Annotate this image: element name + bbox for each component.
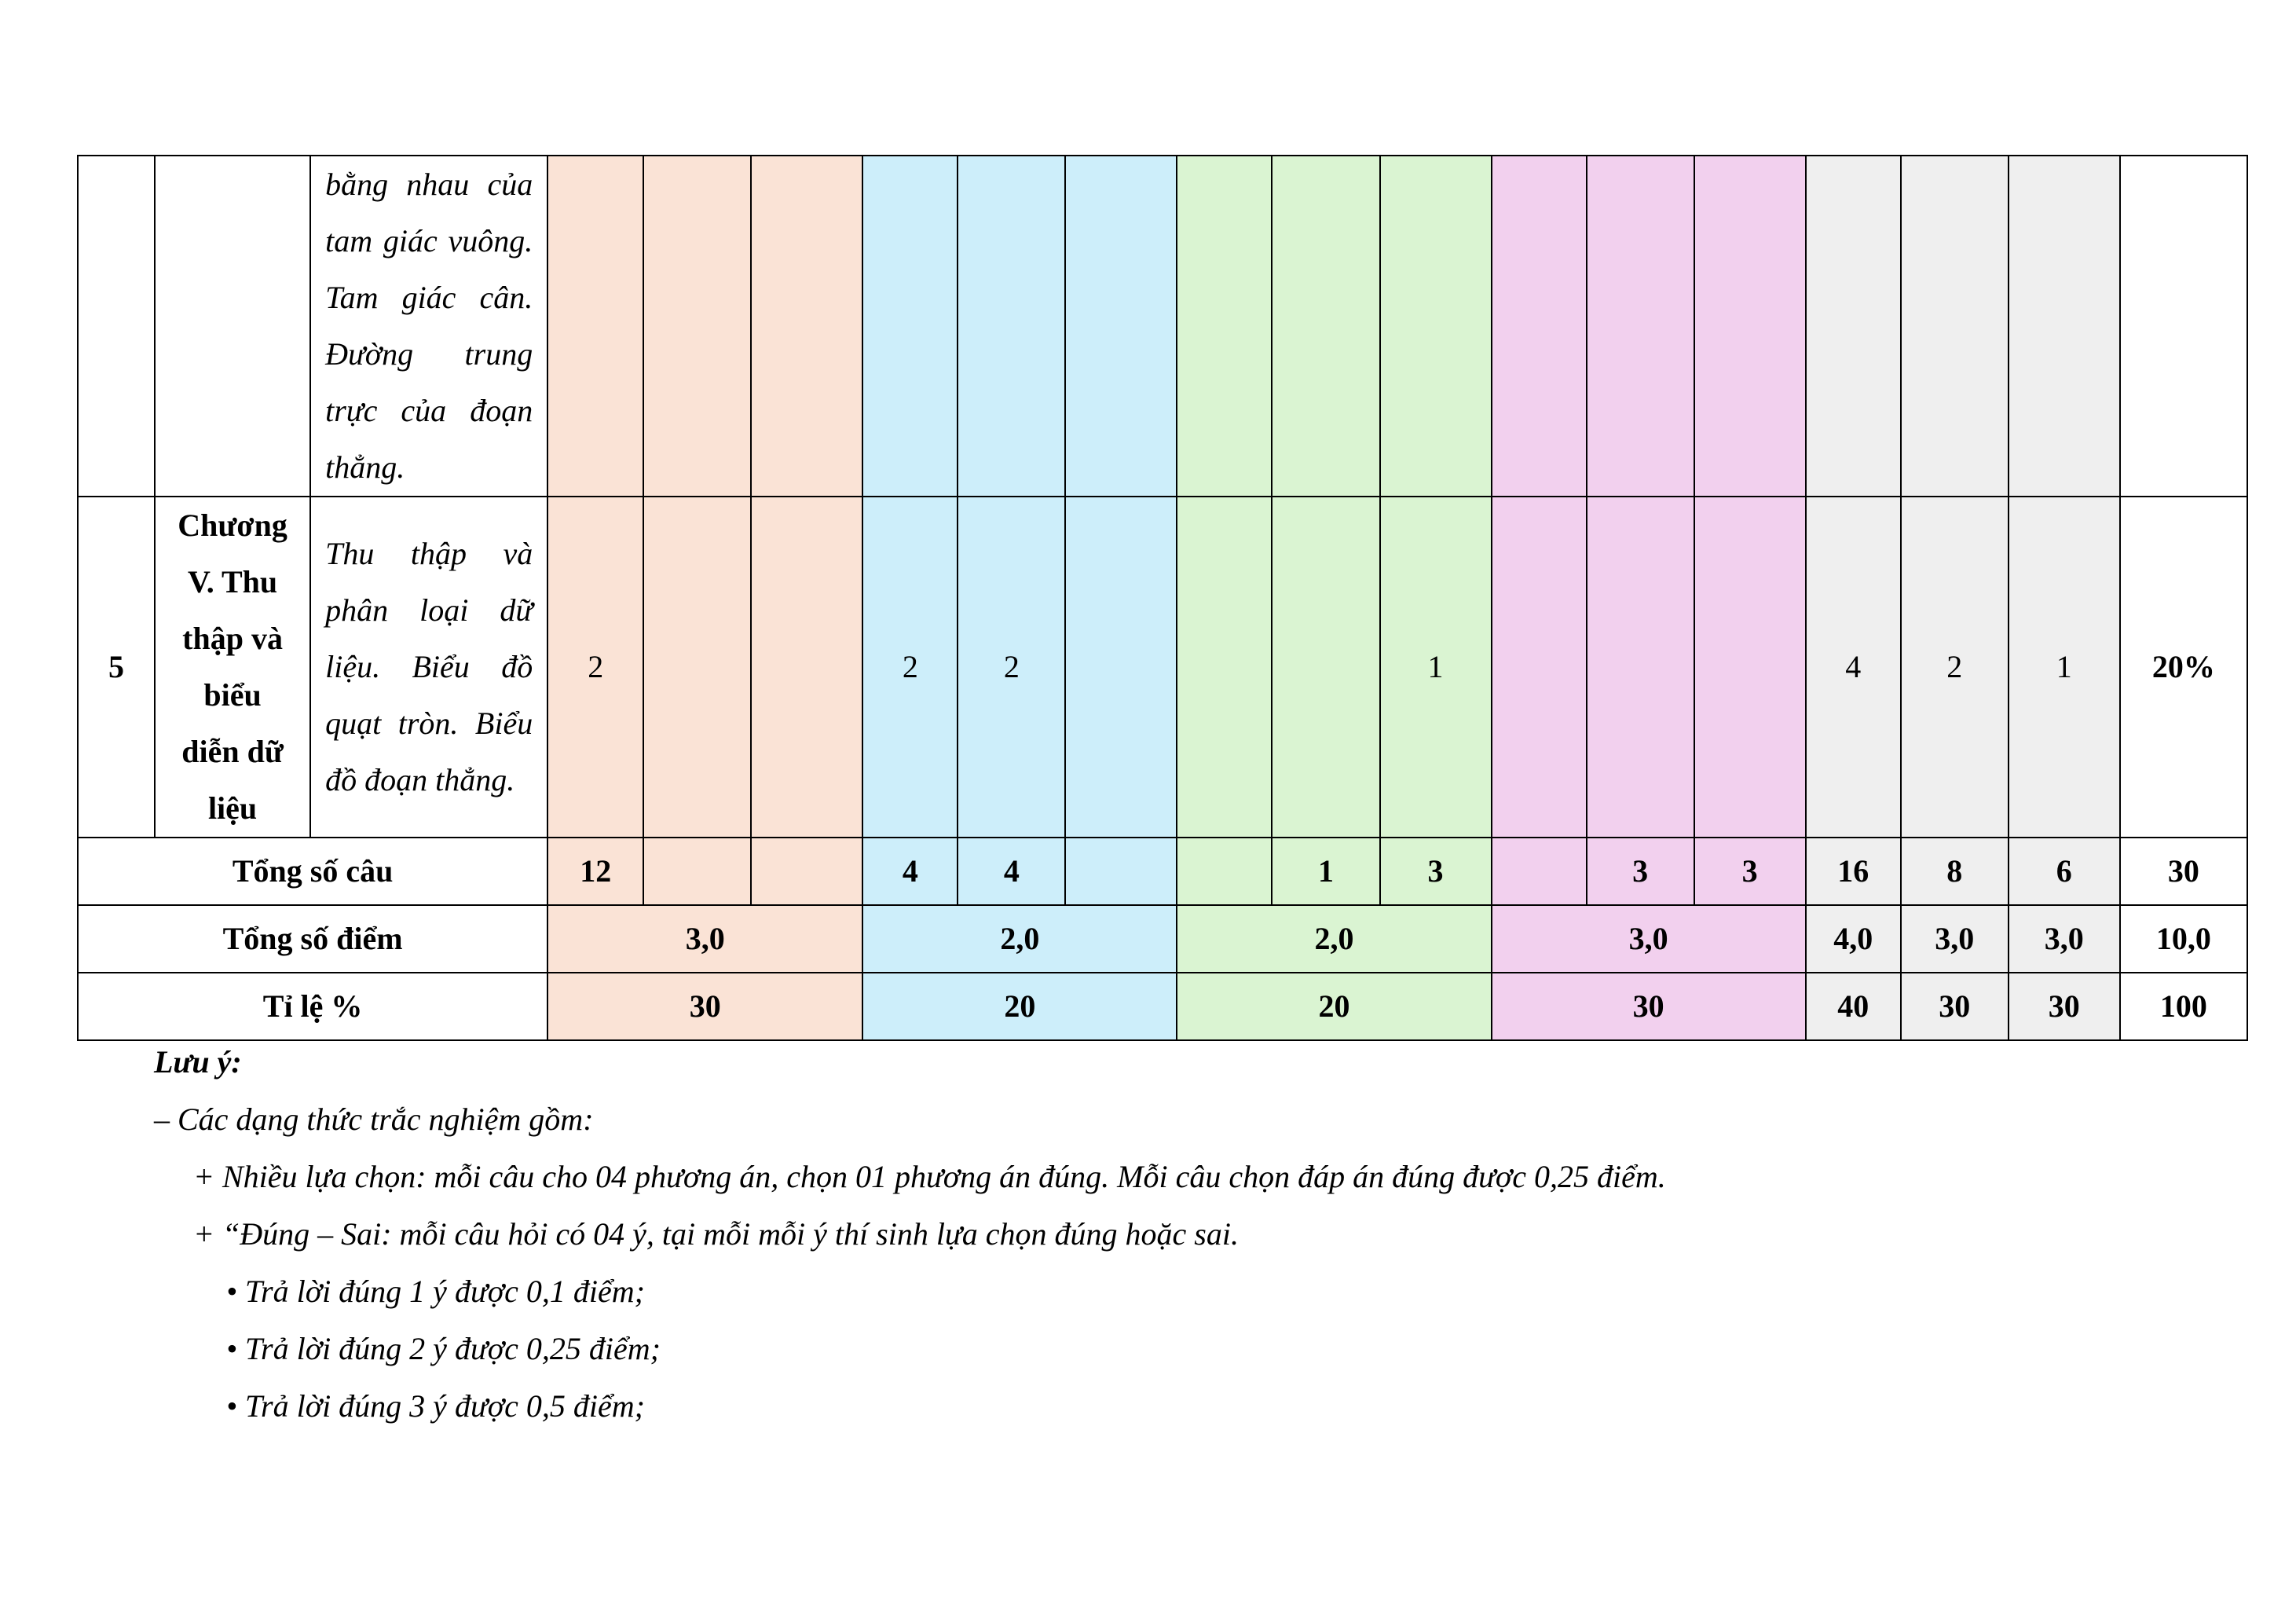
cell: 1: [2009, 497, 2120, 838]
group-cell: 30: [547, 973, 862, 1040]
cell: 16: [1806, 838, 1901, 905]
cell: [1380, 156, 1492, 497]
cell: [1492, 497, 1587, 838]
chapter-cell: [155, 156, 310, 497]
level-cell: 3,0: [2009, 905, 2120, 973]
cell: [1587, 497, 1694, 838]
level-cell: 3,0: [1901, 905, 2009, 973]
chapter-line: V. Thu: [187, 564, 278, 599]
notes-line: + Nhiều lựa chọn: mỗi câu cho 04 phương án, chọn 01 phương án đúng. Mỗi câu chọn đáp án đúng được 0,25 điểm.: [193, 1159, 1666, 1194]
level-cell: 4,0: [1806, 905, 1901, 973]
table-row-chapter-5: [78, 497, 2247, 838]
cell: 8: [1901, 838, 2009, 905]
level-cell: 30: [1901, 973, 2009, 1040]
group-cell: 20: [862, 973, 1177, 1040]
table-row-total-questions: [78, 838, 2247, 905]
cell: [1177, 156, 1272, 497]
notes-line: + “Đúng – Sai: mỗi câu hỏi có 04 ý, tại mỗi mỗi ý thí sinh lựa chọn đúng hoặc sai.: [193, 1216, 1239, 1252]
percent-cell: 20%: [2120, 497, 2247, 838]
notes-bullet: • Trả lời đúng 1 ý được 0,1 điểm;: [226, 1274, 645, 1309]
assessment-matrix-table: [77, 155, 2248, 1041]
cell: [1065, 156, 1177, 497]
cell: [751, 156, 862, 497]
topic-line: tam giác vuông.: [325, 223, 533, 258]
cell: [958, 156, 1065, 497]
table-row-continued: [78, 156, 2247, 497]
cell: [1694, 497, 1806, 838]
cell: [1492, 156, 1587, 497]
cell: 1: [1380, 497, 1492, 838]
chapter-line: liệu: [207, 790, 258, 826]
notes-bullet: • Trả lời đúng 2 ý được 0,25 điểm;: [226, 1331, 661, 1366]
cell: [643, 838, 751, 905]
group-cell: 3,0: [1492, 905, 1806, 973]
cell: 3: [1587, 838, 1694, 905]
topic-line: đồ đoạn thẳng.: [325, 762, 515, 797]
cell: 2: [1901, 497, 2009, 838]
topic-cell: [310, 156, 547, 497]
chapter-line: thập và: [182, 621, 283, 656]
chapter-line: diễn dữ: [181, 734, 284, 769]
topic-line: thẳng.: [325, 449, 405, 485]
row-label: Tổng số điểm: [78, 905, 547, 973]
cell: [1806, 156, 1901, 497]
topic-line: Tam giác cân.: [325, 280, 533, 315]
topic-line: phân loại dữ: [325, 592, 533, 628]
notes-line: – Các dạng thức trắc nghiệm gồm:: [154, 1102, 594, 1137]
topic-line: bằng nhau của: [325, 167, 533, 202]
cell: [1065, 838, 1177, 905]
cell: 4: [862, 838, 958, 905]
cell: [1901, 156, 2009, 497]
group-cell: 30: [1492, 973, 1806, 1040]
total-cell: 100: [2120, 973, 2247, 1040]
table-row-total-points: [78, 905, 2247, 973]
cell: [1587, 156, 1694, 497]
cell: 4: [1806, 497, 1901, 838]
index-cell: [78, 156, 155, 497]
cell: [1272, 497, 1379, 838]
cell: [1177, 497, 1272, 838]
cell: [1272, 156, 1379, 497]
level-cell: 30: [2009, 973, 2120, 1040]
cell: [1492, 838, 1587, 905]
cell: 4: [958, 838, 1065, 905]
row-label: Tỉ lệ %: [78, 973, 547, 1040]
group-cell: 20: [1177, 973, 1491, 1040]
cell: 6: [2009, 838, 2120, 905]
total-cell: 30: [2120, 838, 2247, 905]
row-label: Tổng số câu: [78, 838, 547, 905]
topic-line: Thu thập và: [325, 536, 533, 571]
cell: 3: [1694, 838, 1806, 905]
cell: 12: [547, 838, 643, 905]
notes-section: [154, 1033, 2196, 1435]
cell: 3: [1380, 838, 1492, 905]
cell: [547, 156, 643, 497]
index-cell: 5: [78, 497, 155, 838]
notes-title: Lưu ý:: [154, 1044, 242, 1080]
cell: [1694, 156, 1806, 497]
table-row-ratio: [78, 973, 2247, 1040]
chapter-cell: [155, 497, 310, 838]
group-cell: 2,0: [862, 905, 1177, 973]
cell: [862, 156, 958, 497]
chapter-line: biểu: [203, 677, 262, 713]
group-cell: 3,0: [547, 905, 862, 973]
group-cell: 2,0: [1177, 905, 1491, 973]
topic-cell: [310, 497, 547, 838]
cell: [751, 838, 862, 905]
topic-line: liệu. Biểu đồ: [325, 649, 533, 684]
cell: 2: [547, 497, 643, 838]
level-cell: 40: [1806, 973, 1901, 1040]
cell: [1065, 497, 1177, 838]
cell: [751, 497, 862, 838]
cell: [643, 156, 751, 497]
chapter-line: Chương: [178, 508, 287, 543]
cell: 2: [862, 497, 958, 838]
cell: [643, 497, 751, 838]
topic-line: Đường trung: [325, 336, 533, 372]
notes-bullet: • Trả lời đúng 3 ý được 0,5 điểm;: [226, 1388, 645, 1424]
cell: 1: [1272, 838, 1379, 905]
total-cell: 10,0: [2120, 905, 2247, 973]
cell: 2: [958, 497, 1065, 838]
topic-line: trực của đoạn: [325, 393, 533, 428]
percent-cell: [2120, 156, 2247, 497]
cell: [1177, 838, 1272, 905]
cell: [2009, 156, 2120, 497]
topic-line: quạt tròn. Biểu: [325, 706, 533, 741]
